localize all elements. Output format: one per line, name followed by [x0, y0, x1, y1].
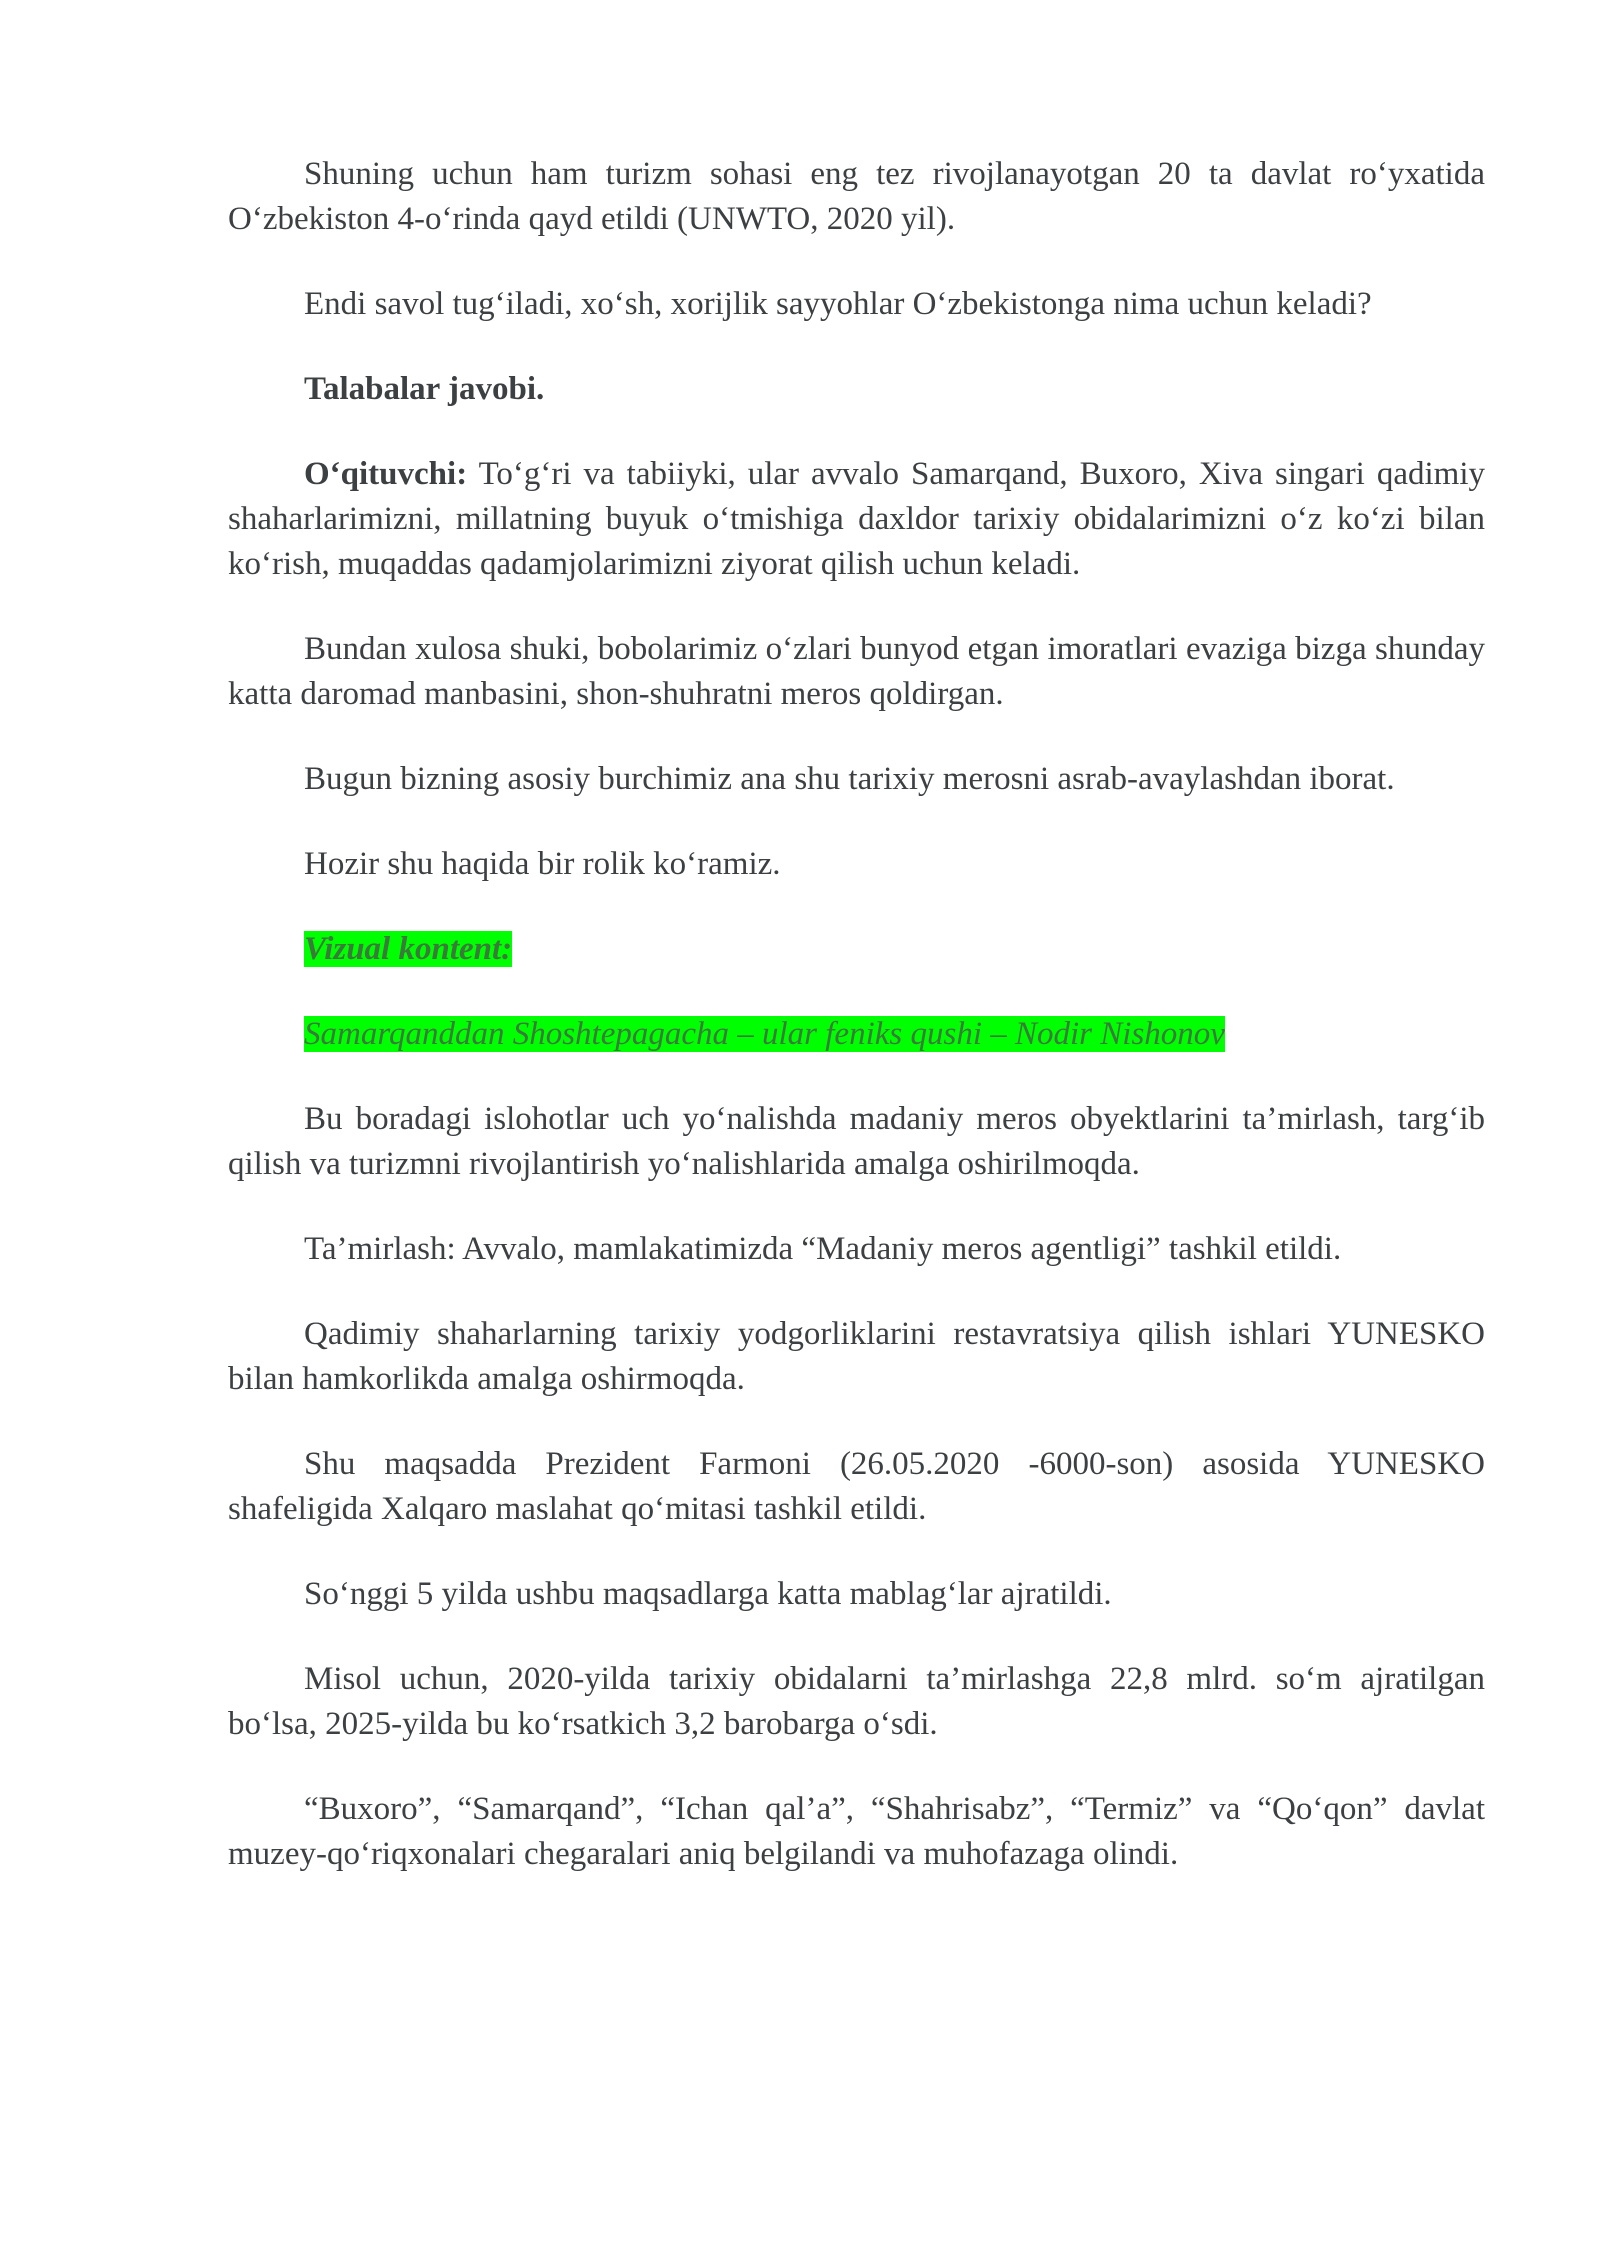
paragraph: Misol uchun, 2020-yilda tarixiy obidalarni ta’mirlashga 22,8 mlrd. so‘m ajratilgan bo‘lsa, 2025-yilda bu ko‘rsatkich 3,2 barobarga o‘sdi. — [228, 1661, 1485, 1742]
paragraph: Endi savol tug‘iladi, xo‘sh, xorijlik sayyohlar O‘zbekistonga nima uchun keladi? — [304, 286, 1372, 322]
paragraph: Bugun bizning asosiy burchimiz ana shu tarixiy merosni asrab-avaylashdan iborat. — [304, 761, 1395, 797]
paragraph: Qadimiy shaharlarning tarixiy yodgorliklarini restavratsiya qilish ishlari YUNESKO bilan hamkorlikda amalga oshirmoqda. — [228, 1316, 1485, 1397]
paragraph: “Buxoro”, “Samarqand”, “Ichan qal’a”, “Shahrisabz”, “Termiz” va “Qo‘qon” davlat muzey-qo‘riqxonalari chegaralari aniq belgilandi va muhofazaga olindi. — [228, 1791, 1485, 1872]
teacher-text: To‘g‘ri va tabiiyki, ular avvalo Samarqand, Buxoro, Xiva singari qadimiy shaharlarimizni, millatning buyuk o‘tmishiga daxldor tarixiy obidalarimizni o‘z ko‘zi bilan ko‘rish, muqaddas qadamjolarimizni ziyorat qilish uchun keladi. — [228, 456, 1485, 582]
paragraph: Bu boradagi islohotlar uch yo‘nalishda madaniy meros obyektlarini ta’mirlash, targ‘ib qilish va turizmni rivojlantirish yo‘nalishlarida amalga oshirilmoqda. — [228, 1101, 1485, 1182]
paragraph: Shu maqsadda Prezident Farmoni (26.05.2020 -6000-son) asosida YUNESKO shafeligida Xalqaro maslahat qo‘mitasi tashkil etildi. — [228, 1446, 1485, 1527]
video-title-paragraph — [228, 1012, 1485, 1057]
document-body — [228, 152, 1485, 1917]
paragraph: Shuning uchun ham turizm sohasi eng tez rivojlanayotgan 20 ta davlat ro‘yxatida O‘zbekiston 4-o‘rinda qayd etildi (UNWTO, 2020 yil). — [228, 156, 1485, 237]
paragraph: Hozir shu haqida bir rolik ko‘ramiz. — [304, 846, 781, 882]
visual-content-label: Vizual kontent: — [304, 931, 513, 967]
paragraph: So‘nggi 5 yilda ushbu maqsadlarga katta mablag‘lar ajratildi. — [304, 1576, 1112, 1612]
students-answer-heading: Talabalar javobi. — [304, 371, 545, 407]
paragraph: Bundan xulosa shuki, bobolarimiz o‘zlari bunyod etgan imoratlari evaziga bizga shunday katta daromad manbasini, shon-shuhratni meros qoldirgan. — [228, 631, 1485, 712]
paragraph: Ta’mirlash: Avvalo, mamlakatimizda “Madaniy meros agentligi” tashkil etildi. — [304, 1231, 1342, 1267]
teacher-paragraph — [228, 452, 1485, 587]
video-title-link[interactable]: Samarqanddan Shoshtepagacha – ular feniks qushi – Nodir Nishonov — [304, 1016, 1225, 1052]
teacher-label: O‘qituvchi: — [304, 456, 468, 492]
visual-content-paragraph — [228, 927, 1485, 972]
